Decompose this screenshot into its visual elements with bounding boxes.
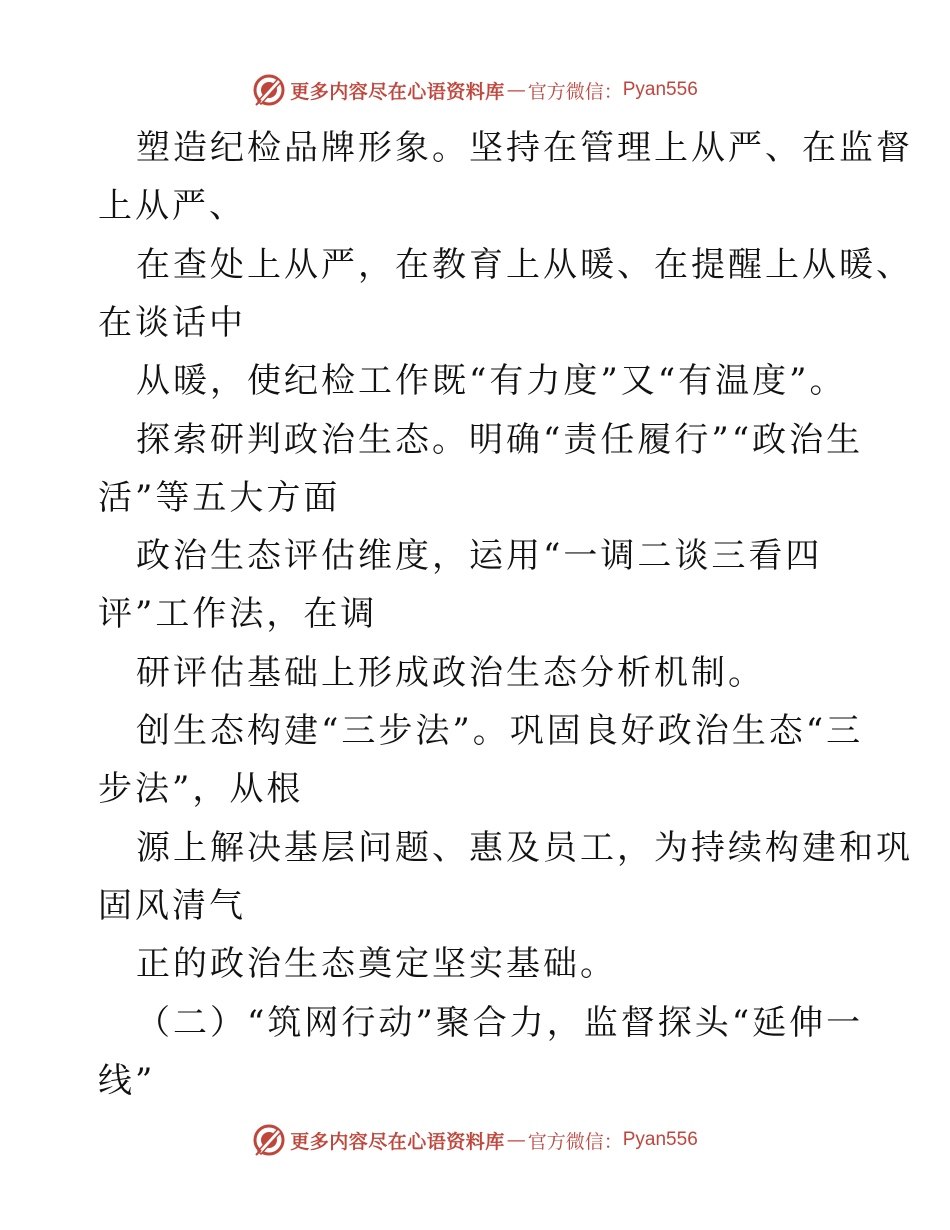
watermark-brand: 更多内容尽在心语资料库: [290, 1130, 505, 1153]
body-line: 在谈话中: [98, 303, 246, 343]
watermark-label: 官方微信：: [527, 1130, 623, 1153]
body-line: 在查处上从严，在教育上从暖、在提醒上从暖、: [136, 245, 913, 285]
body-line: 探索研判政治生态。明确“责任履行”“政治生: [136, 420, 864, 460]
footer-watermark: [0, 1120, 950, 1160]
body-line: 步法”，从根: [98, 769, 304, 809]
body-line: 活”等五大方面: [98, 478, 341, 518]
watermark-separator: —: [506, 1129, 526, 1151]
header-watermark: [0, 70, 950, 110]
body-line: 研评估基础上形成政治生态分析机制。: [136, 653, 765, 693]
body-line: 固风清气: [98, 886, 246, 926]
body-line: 源上解决基层问题、惠及员工，为持续构建和巩: [136, 828, 913, 868]
body-line: 创生态构建“三步法”。巩固良好政治生态“三: [136, 711, 864, 751]
body-line: 正的政治生态奠定坚实基础。: [136, 944, 617, 984]
pen-logo-icon: [252, 73, 286, 107]
body-line: 上从严、: [98, 186, 246, 226]
watermark-id: Pyan556: [622, 79, 698, 100]
body-line: 线”: [98, 1061, 156, 1101]
watermark-brand: 更多内容尽在心语资料库: [290, 80, 505, 103]
body-line: 评”工作法，在调: [98, 594, 378, 634]
watermark-separator: —: [506, 79, 526, 101]
body-line: （二）“筑网行动”聚合力，监督探头“延伸一: [136, 1003, 864, 1043]
watermark-label: 官方微信：: [527, 80, 623, 103]
watermark-id: Pyan556: [622, 1129, 698, 1150]
body-line: 从暖，使纪检工作既“有力度”又“有温度”。: [136, 361, 847, 401]
body-line: 塑造纪检品牌形象。坚持在管理上从严、在监督: [136, 128, 913, 168]
body-line: 政治生态评估维度，运用“一调二谈三看四: [136, 536, 823, 576]
pen-logo-icon: [252, 1123, 286, 1157]
